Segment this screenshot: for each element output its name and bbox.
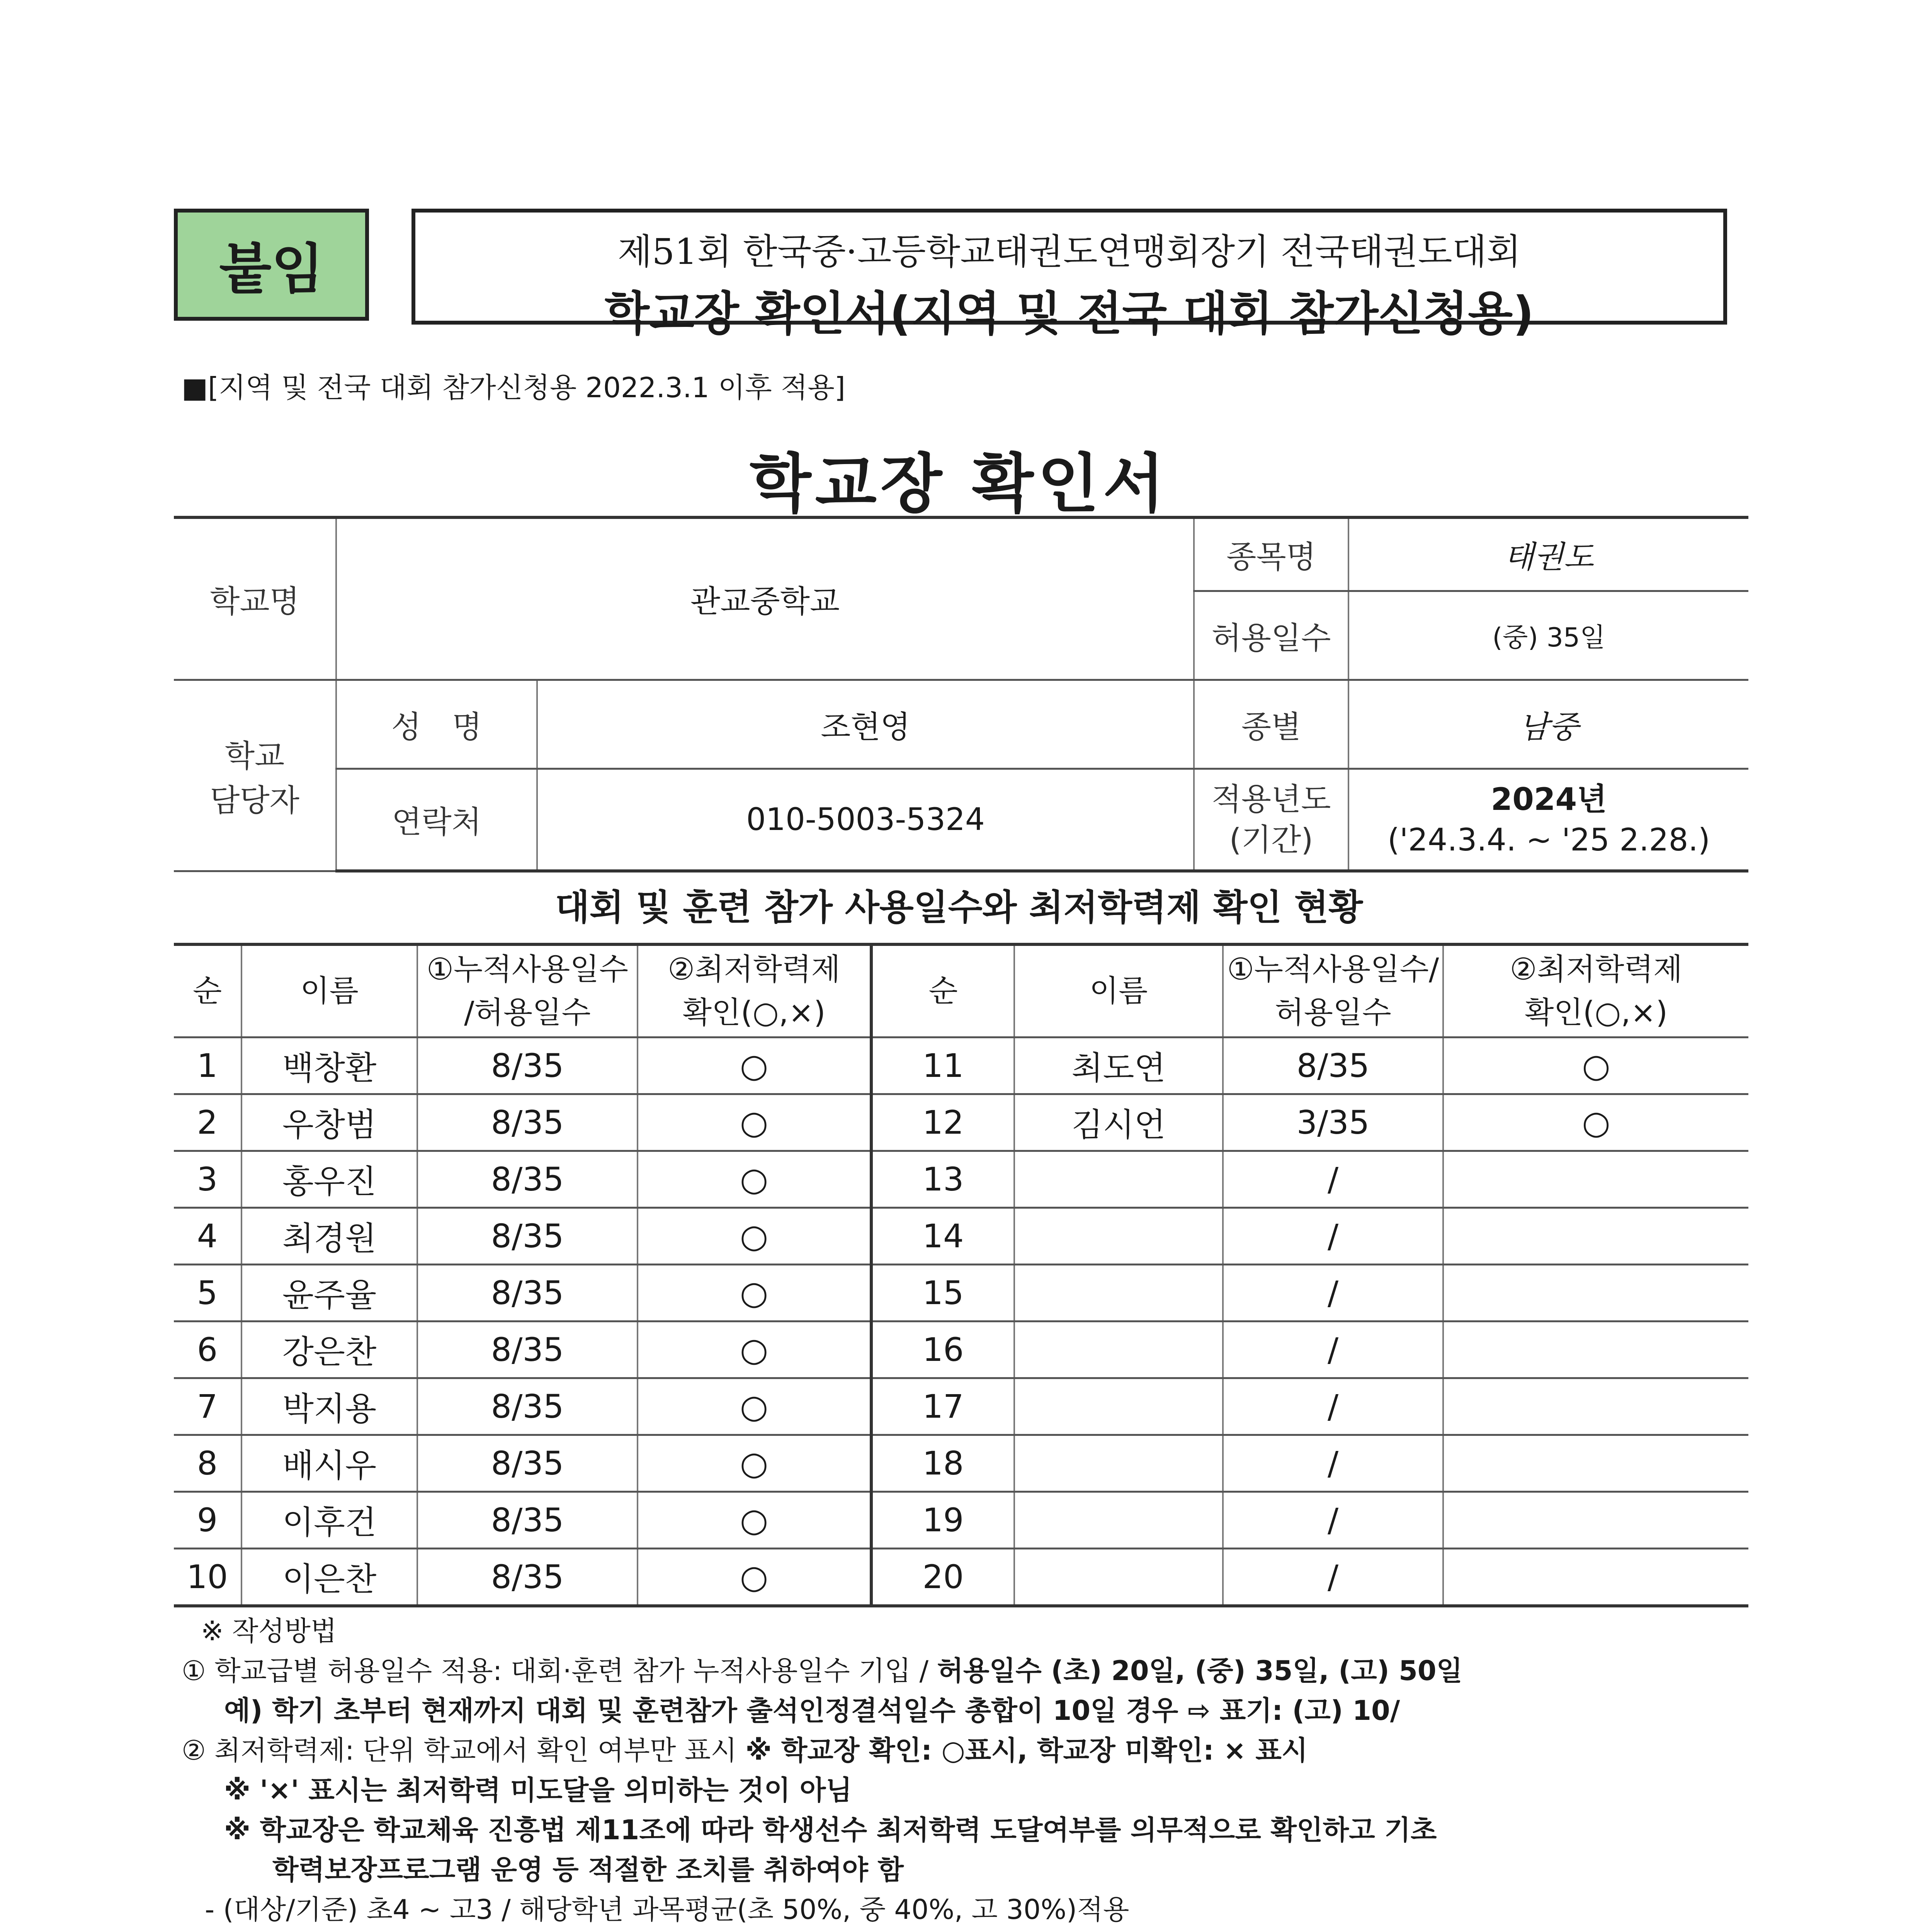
row-name: 백창환 — [241, 1037, 417, 1094]
row-name — [1014, 1321, 1223, 1378]
row-no: 14 — [871, 1208, 1014, 1264]
row-name: 김시언 — [1014, 1094, 1223, 1151]
guide-text: ① 학교급별 허용일수 적용: 대회·훈련 참가 누적사용일수 기입 / — [182, 1655, 937, 1687]
row-check — [1443, 1151, 1748, 1208]
row-check — [1443, 1492, 1748, 1548]
row-name — [1014, 1264, 1223, 1321]
table-row — [174, 1094, 1748, 1151]
header-check-right — [1443, 944, 1748, 1037]
row-days: 8/35 — [417, 1378, 638, 1435]
guide-line — [182, 1930, 1766, 1932]
row-no: 9 — [174, 1492, 241, 1548]
header-days-right-line2: 허용일수 — [1275, 995, 1391, 1030]
header-no-left: 순 — [174, 944, 241, 1037]
table-row — [174, 1037, 1748, 1094]
guide-text: ② 최저학력제: 단위 학교에서 확인 여부만 표시 — [182, 1735, 746, 1766]
row-days: / — [1223, 1264, 1443, 1321]
row-days: / — [1223, 1548, 1443, 1606]
contact-label: 연락처 — [336, 769, 537, 871]
row-no: 1 — [174, 1037, 241, 1094]
guide-title: ※ 작성방법 — [201, 1615, 337, 1647]
guide-line: - (대상/기준) 초4 ~ 고3 / 해당학년 과목평균(초 50%, 중 40%, 고 30%)적용 — [205, 1894, 1129, 1925]
row-name — [1014, 1492, 1223, 1548]
row-check: ○ — [638, 1321, 871, 1378]
apply-year-value — [1348, 769, 1748, 871]
guide-line — [182, 1731, 1766, 1770]
row-no: 7 — [174, 1378, 241, 1435]
guide-line: ※ '×' 표시는 최저학력 미도달을 의미하는 것이 아님 — [224, 1774, 852, 1806]
row-name: 최도연 — [1014, 1037, 1223, 1094]
guide-line: 예) 학기 초부터 현재까지 대회 및 훈련참가 출석인정결석일수 총합이 10일 경우 ⇨ 표기: (고) 10/ — [224, 1695, 1400, 1726]
row-days: 8/35 — [417, 1264, 638, 1321]
row-check — [1443, 1548, 1748, 1606]
row-check: ○ — [638, 1208, 871, 1264]
school-info-table — [174, 516, 1748, 872]
row-check: ○ — [638, 1037, 871, 1094]
row-check — [1443, 1264, 1748, 1321]
header-days-left — [417, 944, 638, 1037]
row-check: ○ — [1443, 1094, 1748, 1151]
row-check: ○ — [638, 1435, 871, 1492]
row-days: 8/35 — [417, 1548, 638, 1606]
row-days: 8/35 — [417, 1151, 638, 1208]
row-name — [1014, 1151, 1223, 1208]
row-days: 8/35 — [417, 1208, 638, 1264]
row-days: 8/35 — [417, 1492, 638, 1548]
row-name — [1014, 1435, 1223, 1492]
row-days: / — [1223, 1321, 1443, 1378]
row-days: / — [1223, 1492, 1443, 1548]
row-check — [1443, 1435, 1748, 1492]
row-check: ○ — [638, 1548, 871, 1606]
row-days: 8/35 — [1223, 1037, 1443, 1094]
attachment-label: 붙임 — [174, 209, 369, 321]
sport-value: 태권도 — [1348, 517, 1748, 591]
table-row — [174, 1208, 1748, 1264]
apply-year-label — [1194, 769, 1348, 871]
guide-line: 학력보장프로그램 운영 등 적절한 조치를 취하여야 함 — [272, 1854, 904, 1886]
participation-status-table — [174, 943, 1748, 1607]
row-check: ○ — [638, 1264, 871, 1321]
document-header-box — [411, 209, 1727, 341]
header-days-right-line1: ①누적사용일수/ — [1227, 952, 1439, 987]
header-no-right: 순 — [871, 944, 1014, 1037]
apply-year-label-line1: 적용년도 — [1211, 781, 1331, 817]
row-name: 윤주율 — [241, 1264, 417, 1321]
status-section-title: 대회 및 훈련 참가 사용일수와 최저학력제 확인 현황 — [555, 887, 1363, 928]
row-name: 이은찬 — [241, 1548, 417, 1606]
row-check: ○ — [638, 1094, 871, 1151]
apply-period: ('24.3.4. ~ '25 2.28.) — [1387, 821, 1710, 858]
row-name: 박지용 — [241, 1378, 417, 1435]
row-no: 10 — [174, 1548, 241, 1606]
row-no: 16 — [871, 1321, 1014, 1378]
manager-label-line2: 담당자 — [210, 782, 299, 818]
event-name: 제51회 한국중·고등학교태권도연맹회장기 전국태권도대회 — [617, 231, 1521, 272]
row-days: / — [1223, 1208, 1443, 1264]
row-days: 8/35 — [417, 1321, 638, 1378]
row-name — [1014, 1378, 1223, 1435]
header-check-right-line2: 확인(○,×) — [1525, 995, 1668, 1030]
row-check: ○ — [638, 1151, 871, 1208]
row-name — [1014, 1208, 1223, 1264]
guide-text-bold: 허용일수 (초) 20일, (중) 35일, (고) 50일 — [937, 1655, 1463, 1687]
apply-year-label-line2: (기간) — [1229, 821, 1313, 858]
row-check: ○ — [638, 1378, 871, 1435]
row-no: 3 — [174, 1151, 241, 1208]
row-no: 6 — [174, 1321, 241, 1378]
header-days-left-line2: /허용일수 — [464, 995, 591, 1030]
row-no: 8 — [174, 1435, 241, 1492]
row-check: ○ — [638, 1492, 871, 1548]
manager-name-label: 성 명 — [336, 680, 537, 769]
page-title: 학교장 확인서 — [750, 447, 1168, 521]
allowed-days-label: 허용일수 — [1194, 591, 1348, 680]
manager-name-value: 조현영 — [537, 680, 1194, 769]
row-days: 8/35 — [417, 1435, 638, 1492]
row-no: 17 — [871, 1378, 1014, 1435]
row-days: 3/35 — [1223, 1094, 1443, 1151]
header-days-right — [1223, 944, 1443, 1037]
row-no: 13 — [871, 1151, 1014, 1208]
header-name-left: 이름 — [241, 944, 417, 1037]
manager-label-line1: 학교 — [224, 738, 285, 774]
row-no: 12 — [871, 1094, 1014, 1151]
category-label: 종별 — [1194, 680, 1348, 769]
table-row — [174, 1492, 1748, 1548]
row-check — [1443, 1378, 1748, 1435]
sport-label: 종목명 — [1194, 517, 1348, 591]
table-row — [174, 1321, 1748, 1378]
table-row — [174, 1151, 1748, 1208]
row-days: 8/35 — [417, 1037, 638, 1094]
row-no: 20 — [871, 1548, 1014, 1606]
apply-year: 2024년 — [1491, 781, 1607, 817]
school-name-label: 학교명 — [174, 517, 336, 680]
header-check-right-line1: ②최저학력제 — [1510, 952, 1683, 987]
guide-line: ※ 학교장은 학교체육 진흥법 제11조에 따라 학생선수 최저학력 도달여부를 의무적으로 확인하고 기초 — [224, 1814, 1437, 1846]
table-row — [174, 1548, 1748, 1606]
row-name — [1014, 1548, 1223, 1606]
guide-text-bold: ※ 학교장 확인: ○표시, 학교장 미확인: × 표시 — [745, 1735, 1308, 1766]
row-name: 강은찬 — [241, 1321, 417, 1378]
row-name: 배시우 — [241, 1435, 417, 1492]
table-row — [174, 1435, 1748, 1492]
row-no: 15 — [871, 1264, 1014, 1321]
writing-guide — [182, 1611, 1766, 1932]
header-check-left — [638, 944, 871, 1037]
category-value: 남중 — [1348, 680, 1748, 769]
header-check-left-line1: ②최저학력제 — [668, 952, 840, 987]
row-name: 우창범 — [241, 1094, 417, 1151]
table-row — [174, 1378, 1748, 1435]
row-days: 8/35 — [417, 1094, 638, 1151]
row-name: 홍우진 — [241, 1151, 417, 1208]
school-name-value: 관교중학교 — [336, 517, 1194, 680]
row-check: ○ — [1443, 1037, 1748, 1094]
row-name: 최경원 — [241, 1208, 417, 1264]
row-check — [1443, 1208, 1748, 1264]
row-no: 19 — [871, 1492, 1014, 1548]
row-no: 11 — [871, 1037, 1014, 1094]
row-no: 2 — [174, 1094, 241, 1151]
row-no: 5 — [174, 1264, 241, 1321]
allowed-days-value: (중) 35일 — [1348, 591, 1748, 680]
contact-value: 010-5003-5324 — [537, 769, 1194, 871]
document-name: 학교장 확인서(지역 및 전국 대회 참가신청용) — [604, 287, 1534, 341]
row-name: 이후건 — [241, 1492, 417, 1548]
header-check-left-line2: 확인(○,×) — [682, 995, 826, 1030]
apply-note: ■[지역 및 전국 대회 참가신청용 2022.3.1 이후 적용] — [182, 371, 845, 404]
row-no: 4 — [174, 1208, 241, 1264]
row-days: / — [1223, 1378, 1443, 1435]
row-days: / — [1223, 1435, 1443, 1492]
header-name-right: 이름 — [1014, 944, 1223, 1037]
header-days-left-line1: ①누적사용일수 — [426, 952, 628, 987]
manager-label — [174, 680, 336, 871]
row-no: 18 — [871, 1435, 1014, 1492]
row-check — [1443, 1321, 1748, 1378]
table-row — [174, 1264, 1748, 1321]
guide-line — [182, 1651, 1766, 1691]
row-days: / — [1223, 1151, 1443, 1208]
